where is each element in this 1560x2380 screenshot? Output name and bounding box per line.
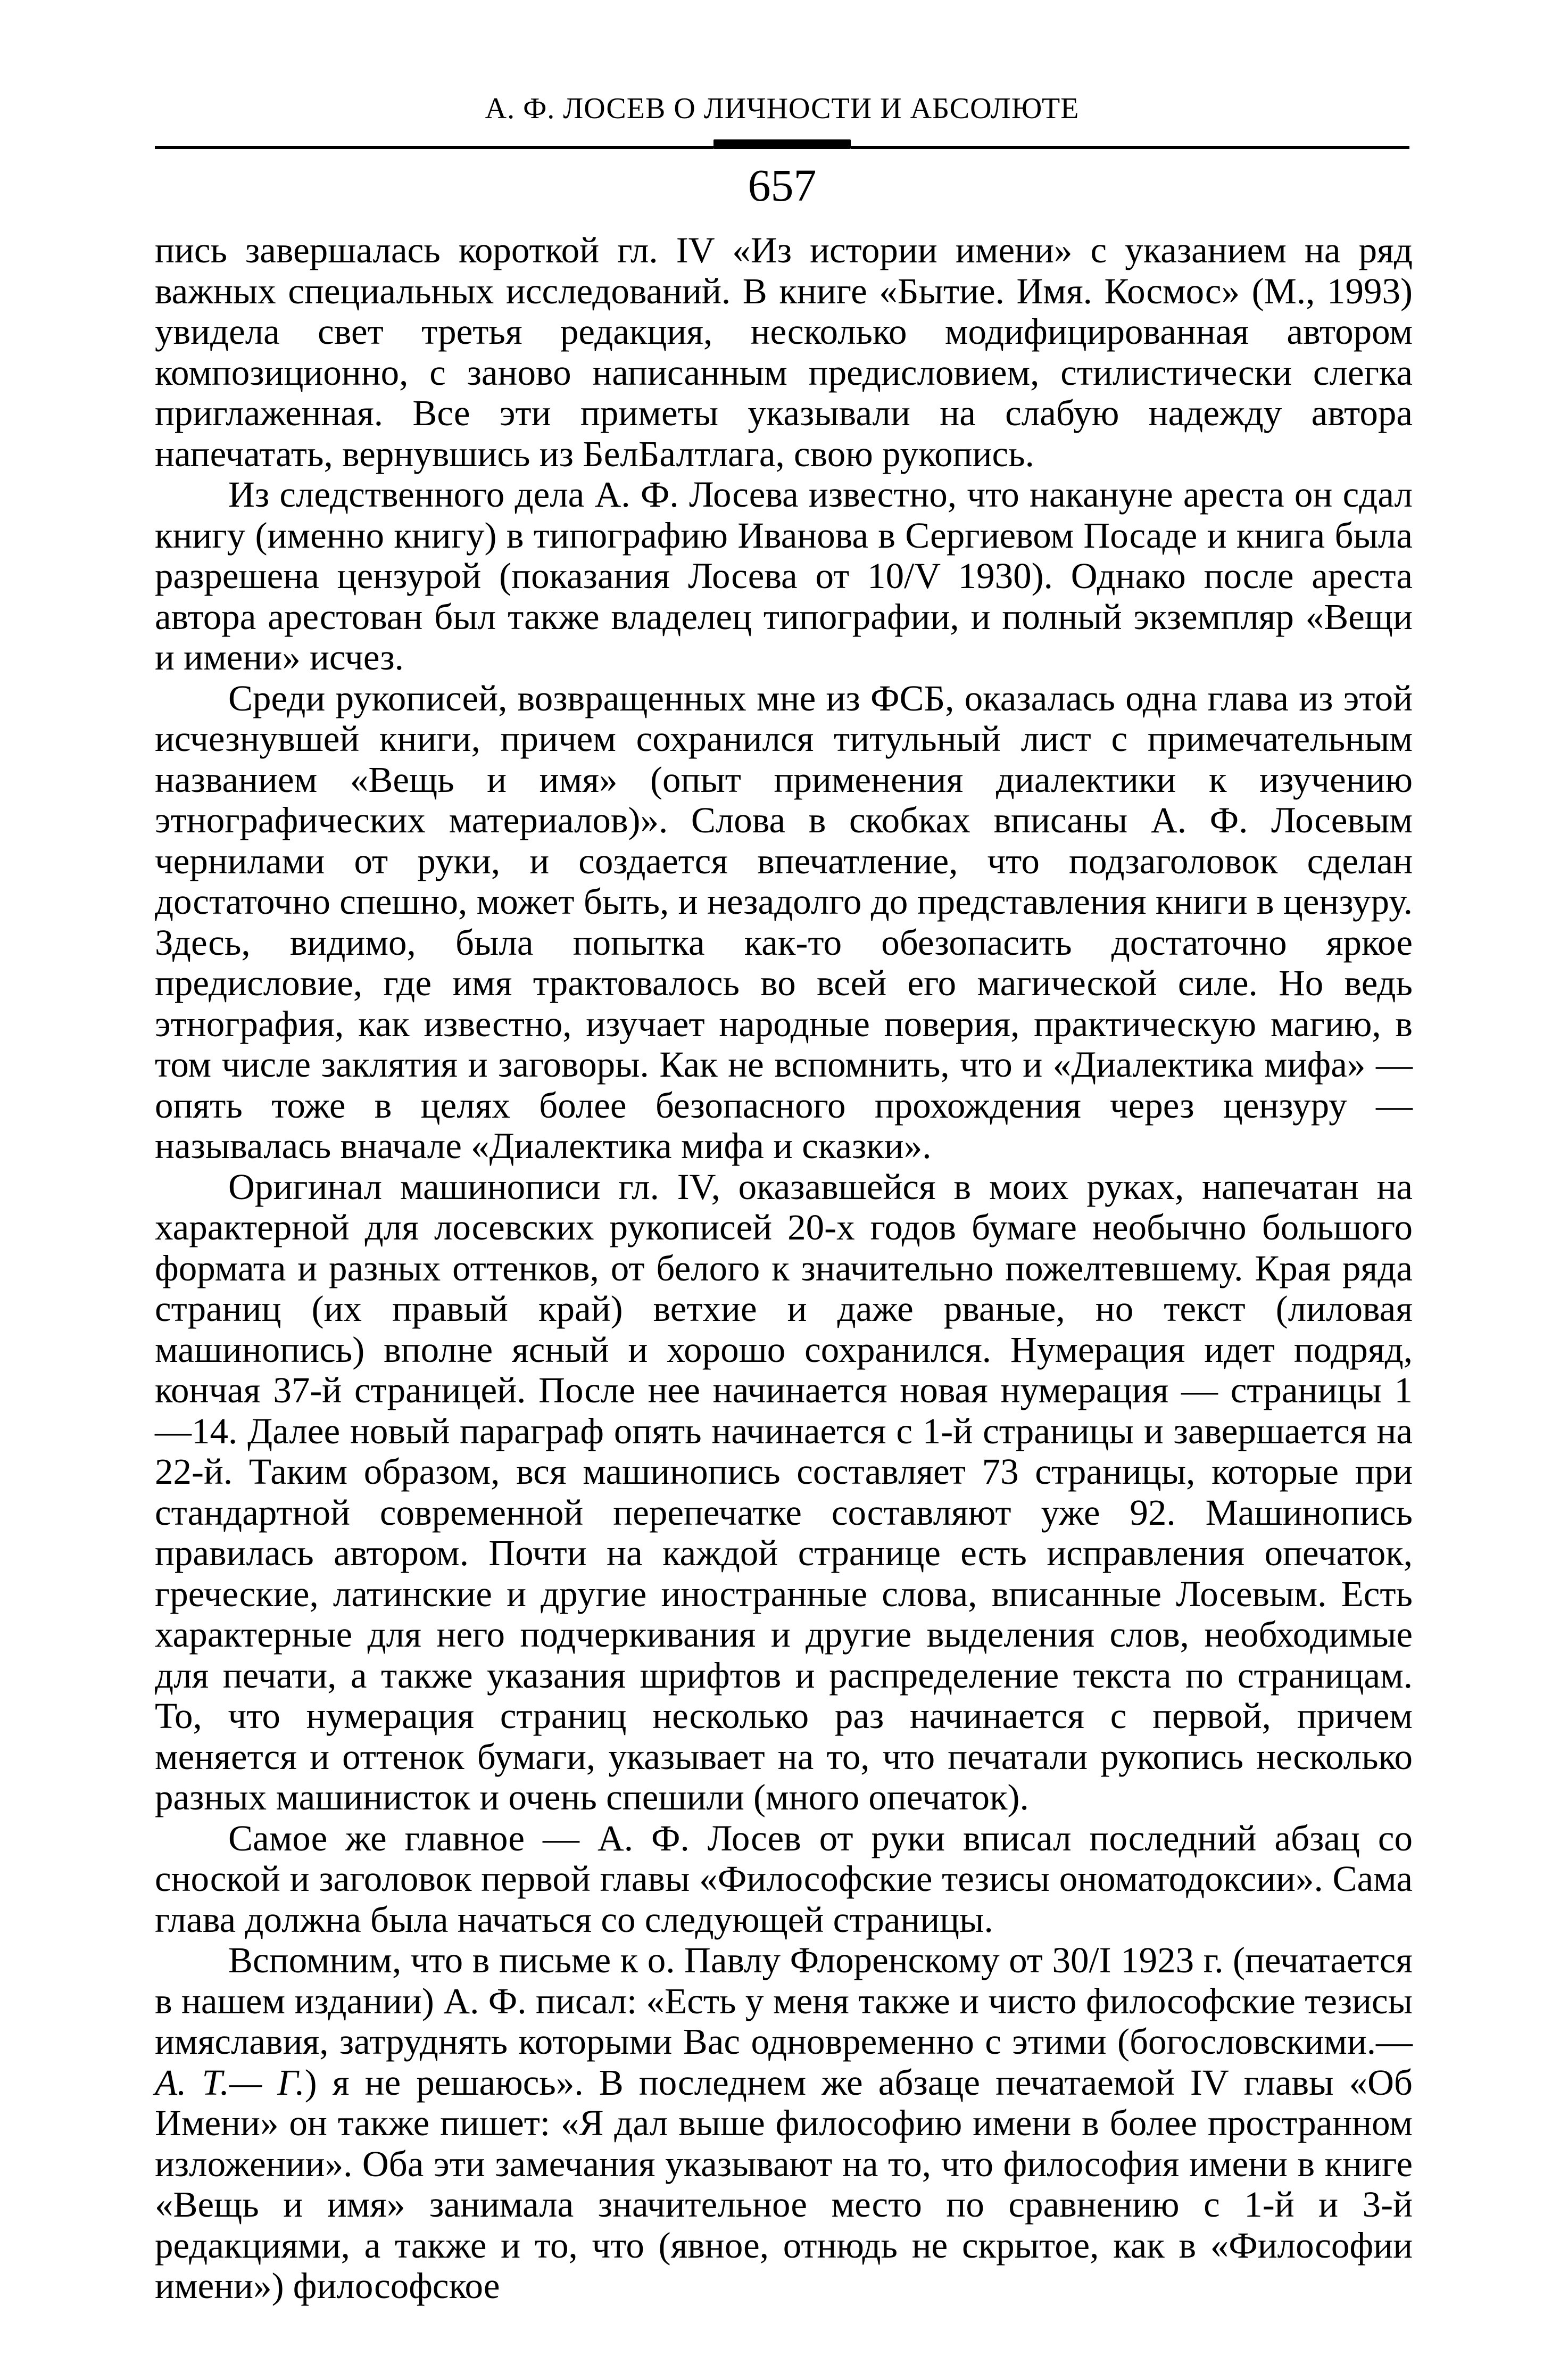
paragraph-6-part-a: Вспомним, что в письме к о. Павлу Флоренскому от 30/I 1923 г. (печатается в нашем издании) А. Ф. писал: «Есть у меня также и чисто философские тезисы имяславия, затруднять которыми Вас одновременно с этими (богословскими.— (155, 1940, 1413, 2062)
paragraph-5: Самое же главное — А. Ф. Лосев от руки вписал последний абзац со сноской и заголовок первой главы «Философские тезисы ономатодоксии». Сама глава должна была начаться со следующей страницы. (155, 1817, 1413, 1940)
paragraph-6-part-b: ) я не решаюсь». В последнем же абзаце печатаемой IV главы «Об Имени» он также пишет: «Я дал выше философию имени в более пространном изложении». Оба эти замечания указывают на то, что философия имени в книге «Вещь и имя» занимала значительное место по сравнению с 1-й и 3-й редакциями, а также и то, что (явное, отнюдь не скрытое, как в «Философии имени») философское (155, 2062, 1413, 2306)
paragraph-6 (155, 1940, 1413, 2307)
header-rule-left (155, 146, 713, 149)
page-number: 657 (748, 160, 817, 211)
paragraph-3: Среди рукописей, возвращенных мне из ФСБ, оказалась одна глава из этой исчезнувшей книги, причем сохранился титульный лист с примечательным названием «Вещь и имя» (опыт применения диалектики к изучению этнографических материалов)». Слова в скобках вписаны А. Ф. Лосевым чернилами от руки, и создается впечатление, что подзаголовок сделан достаточно спешно, может быть, и незадолго до представления книги в цензуру. Здесь, видимо, была попытка как-то обезопасить достаточно яркое предисловие, где имя трактовалось во всей его магической силе. Но ведь этнография, как известно, изучает народные поверия, практическую магию, в том числе заклятия и заговоры. Как не вспомнить, что и «Диалектика мифа» — опять тоже в целях более безопасного прохождения через цензуру — называлась вначале «Диалектика мифа и сказки». (155, 677, 1413, 1166)
paragraph-2: Из следственного дела А. Ф. Лосева известно, что накануне ареста он сдал книгу (именно книгу) в типографию Иванова в Сергиевом Посаде и книга была разрешена цензурой (показания Лосева от 10/V 1930). Однако после ареста автора арестован был также владелец типографии, и полный экземпляр «Вещи и имени» исчез. (155, 474, 1413, 677)
running-title: А. Ф. ЛОСЕВ О ЛИЧНОСТИ И АБСОЛЮТЕ (485, 92, 1080, 125)
body-text (155, 230, 1413, 2307)
paragraph-1: пись завершалась короткой гл. IV «Из истории имени» с указанием на ряд важных специальных исследований. В книге «Бытие. Имя. Космос» (М., 1993) увидела свет третья редакция, несколько модифицированная автором композиционно, с заново написанным предисловием, стилистически слегка приглаженная. Все эти приметы указывали на слабую надежду автора напечатать, вернувшись из БелБалтлага, свою рукопись. (155, 230, 1413, 474)
paragraph-4: Оригинал машинописи гл. IV, оказавшейся в моих руках, напечатан на характерной для лосевских рукописей 20-х годов бумаге необычно большого формата и разных оттенков, от белого к значительно пожелтевшему. Края ряда страниц (их правый край) ветхие и даже рваные, но текст (лиловая машинопись) вполне ясный и хорошо сохранился. Нумерация идет подряд, кончая 37-й страницей. После нее начинается новая нумерация — страницы 1—14. Далее новый параграф опять начинается с 1-й страницы и завершается на 22-й. Таким образом, вся машинопись составляет 73 страницы, которые при стандартной современной перепечатке составляют уже 92. Машинопись правилась автором. Почти на каждой странице есть исправления опечаток, греческие, латинские и другие иностранные слова, вписанные Лосевым. Есть характерные для него подчеркивания и другие выделения слов, необходимые для печати, а также указания шрифтов и распределение текста по страницам. То, что нумерация страниц несколько раз начинается с первой, причем меняется и оттенок бумаги, указывает на то, что печатали рукопись несколько разных машинисток и очень спешили (много опечаток). (155, 1166, 1413, 1817)
paragraph-6-italic-initials: А. Т.— Г. (155, 2062, 305, 2103)
header-rule-tab (713, 139, 851, 149)
header-rule-right (851, 146, 1409, 149)
header-rule (155, 137, 1409, 150)
